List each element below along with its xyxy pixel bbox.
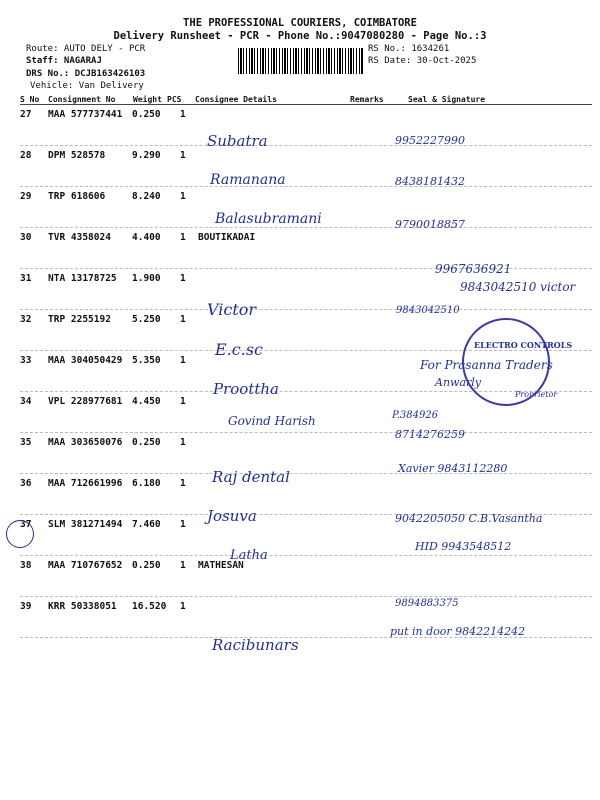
rs-date: RS Date: 30-Oct-2025 xyxy=(368,56,477,66)
handwritten-name: Latha xyxy=(230,548,268,563)
col-sno: S No xyxy=(20,95,40,104)
drs-label: DRS No.: DCJB163426103 xyxy=(26,69,146,79)
row-sno: 27 xyxy=(20,109,32,120)
barcode xyxy=(238,48,364,74)
row-consignment: NTA 13178725 xyxy=(48,273,117,284)
handwritten-phone: 9952227990 xyxy=(395,134,465,147)
handwritten-extra: Anwarly xyxy=(435,376,481,389)
row-consignment: MAA 710767652 xyxy=(48,560,123,571)
col-consignment: Consignment No xyxy=(48,95,116,104)
handwritten-phone: 8438181432 xyxy=(395,175,465,188)
route-label: Route: AUTO DELY - PCR xyxy=(26,44,146,54)
row-weight: 1.900 xyxy=(132,273,161,284)
handwritten-name: Govind Harish xyxy=(228,414,316,428)
runsheet-subtitle: Delivery Runsheet - PCR - Phone No.:9047080280 - Page No.:3 xyxy=(113,30,487,42)
row-details: BOUTIKADAI xyxy=(198,232,256,243)
handwritten-phone: 8714276259 xyxy=(395,428,465,441)
handwritten-name: Subatra xyxy=(207,132,268,150)
handwritten-name: Victor xyxy=(207,300,257,319)
row-pcs: 1 xyxy=(180,232,186,243)
row-weight: 0.250 xyxy=(132,437,161,448)
row-consignment: KRR 50338051 xyxy=(48,601,117,612)
row-weight: 5.250 xyxy=(132,314,161,325)
row-sno: 36 xyxy=(20,478,32,489)
handwritten-phone: 9967636921 xyxy=(435,262,512,276)
row-sno: 28 xyxy=(20,150,32,161)
handwritten-circle-mark xyxy=(6,520,34,548)
row-consignment: MAA 304050429 xyxy=(48,355,123,366)
row-consignment: MAA 577737441 xyxy=(48,109,123,120)
row-pcs: 1 xyxy=(180,109,186,120)
table-row xyxy=(20,105,592,146)
row-weight: 4.400 xyxy=(132,232,161,243)
handwritten-name: E.c.sc xyxy=(215,340,263,359)
handwritten-phone: Xavier 9843112280 xyxy=(398,462,508,475)
row-weight: 0.250 xyxy=(132,109,161,120)
rs-no: RS No.: 1634261 xyxy=(368,44,450,54)
row-weight: 4.450 xyxy=(132,396,161,407)
row-consignment: MAA 303650076 xyxy=(48,437,123,448)
row-pcs: 1 xyxy=(180,314,186,325)
row-pcs: 1 xyxy=(180,191,186,202)
row-sno: 33 xyxy=(20,355,32,366)
row-sno: 32 xyxy=(20,314,32,325)
handwritten-phone: 9843042510 victor xyxy=(460,280,576,294)
row-consignment: SLM 381271494 xyxy=(48,519,123,530)
row-weight: 9.290 xyxy=(132,150,161,161)
handwritten-name: Raj dental xyxy=(212,468,290,486)
handwritten-phone: put in door 9842214242 xyxy=(390,625,526,638)
table-row xyxy=(20,556,592,597)
row-weight: 16.520 xyxy=(132,601,167,612)
handwritten-name: Ramanana xyxy=(210,172,286,188)
company-stamp xyxy=(462,318,550,406)
row-pcs: 1 xyxy=(180,355,186,366)
row-sno: 35 xyxy=(20,437,32,448)
row-weight: 6.180 xyxy=(132,478,161,489)
vehicle-label: Vehicle: Van Delivery xyxy=(30,81,144,91)
table-row xyxy=(20,146,592,187)
row-weight: 7.460 xyxy=(132,519,161,530)
handwritten-phone: 9843042510 xyxy=(396,305,460,316)
row-pcs: 1 xyxy=(180,396,186,407)
row-weight: 8.240 xyxy=(132,191,161,202)
handwritten-phone: 9042205050 C.B.Vasantha xyxy=(395,512,543,525)
staff-label: Staff: NAGARAJ xyxy=(26,56,102,66)
row-sno: 29 xyxy=(20,191,32,202)
handwritten-name: Proottha xyxy=(213,380,279,398)
stamp-text: ELECTRO CONTROLS xyxy=(474,340,573,350)
row-sno: 30 xyxy=(20,232,32,243)
col-signature: Seal & Signature xyxy=(408,95,486,104)
handwritten-phone: 9894883375 xyxy=(395,598,459,609)
row-sno: 38 xyxy=(20,560,32,571)
row-pcs: 1 xyxy=(180,273,186,284)
row-sno: 34 xyxy=(20,396,32,407)
col-consignee: Consignee Details xyxy=(195,95,277,104)
handwritten-name: Balasubramani xyxy=(215,211,322,227)
handwritten-stamp-text: Proprietor xyxy=(515,390,558,399)
col-pcs: PCS xyxy=(167,95,182,104)
row-weight: 0.250 xyxy=(132,560,161,571)
row-consignment: DPM 528578 xyxy=(48,150,106,161)
handwritten-stamp-text: For Prasanna Traders xyxy=(420,358,553,372)
row-pcs: 1 xyxy=(180,519,186,530)
row-pcs: 1 xyxy=(180,150,186,161)
col-remarks: Remarks xyxy=(350,95,384,104)
handwritten-extra: P.384926 xyxy=(392,410,439,421)
handwritten-phone: 9790018857 xyxy=(395,218,465,231)
row-pcs: 1 xyxy=(180,437,186,448)
company-title: THE PROFESSIONAL COURIERS, COIMBATORE xyxy=(183,17,417,29)
row-pcs: 1 xyxy=(180,601,186,612)
row-pcs: 1 xyxy=(180,560,186,571)
row-sno: 31 xyxy=(20,273,32,284)
row-details: MATHESAN xyxy=(198,560,244,571)
handwritten-name: Josuva xyxy=(207,507,257,525)
row-sno: 37 xyxy=(20,519,32,530)
row-consignment: VPL 228977681 xyxy=(48,396,123,407)
handwritten-name: Racibunars xyxy=(212,636,299,654)
row-sno: 39 xyxy=(20,601,32,612)
row-consignment: TRP 2255192 xyxy=(48,314,111,325)
table-row xyxy=(20,474,592,515)
row-consignment: TVR 4358024 xyxy=(48,232,111,243)
handwritten-extra: HID 9943548512 xyxy=(415,540,512,553)
col-weight: Weight xyxy=(133,95,162,104)
row-pcs: 1 xyxy=(180,478,186,489)
row-consignment: TRP 618606 xyxy=(48,191,106,202)
row-consignment: MAA 712661996 xyxy=(48,478,123,489)
row-weight: 5.350 xyxy=(132,355,161,366)
